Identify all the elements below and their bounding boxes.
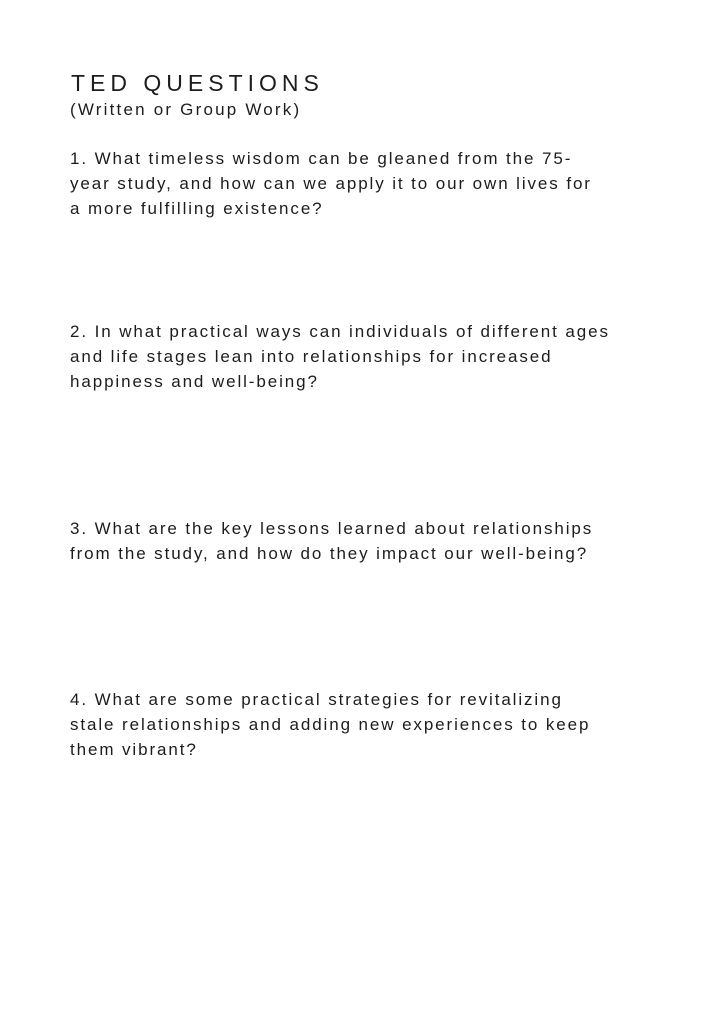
question-3-line: 3. What are the key lessons learned about relationships (70, 519, 594, 538)
question-3-line: from the study, and how do they impact our well-being? (70, 544, 589, 563)
question-4-line: 4. What are some practical strategies for revitalizing (70, 690, 563, 709)
question-1-line: 1. What timeless wisdom can be gleaned from the 75- (70, 149, 573, 168)
question-2-line: 2. In what practical ways can individuals of different ages (70, 322, 610, 341)
page-title: TED QUESTIONS (71, 70, 324, 96)
question-2-line: and life stages lean into relationships for increased (70, 347, 553, 366)
question-2-line: happiness and well-being? (70, 372, 319, 391)
question-4 (70, 687, 590, 762)
question-4-line: them vibrant? (70, 740, 198, 759)
page-subtitle: (Written or Group Work) (70, 100, 302, 119)
question-2 (70, 319, 610, 394)
question-1-line: year study, and how can we apply it to our own lives for (70, 174, 592, 193)
question-1 (70, 146, 592, 221)
question-4-line: stale relationships and adding new experiences to keep (70, 715, 591, 734)
question-1-line: a more fulfilling existence? (70, 199, 324, 218)
question-3 (70, 516, 593, 566)
